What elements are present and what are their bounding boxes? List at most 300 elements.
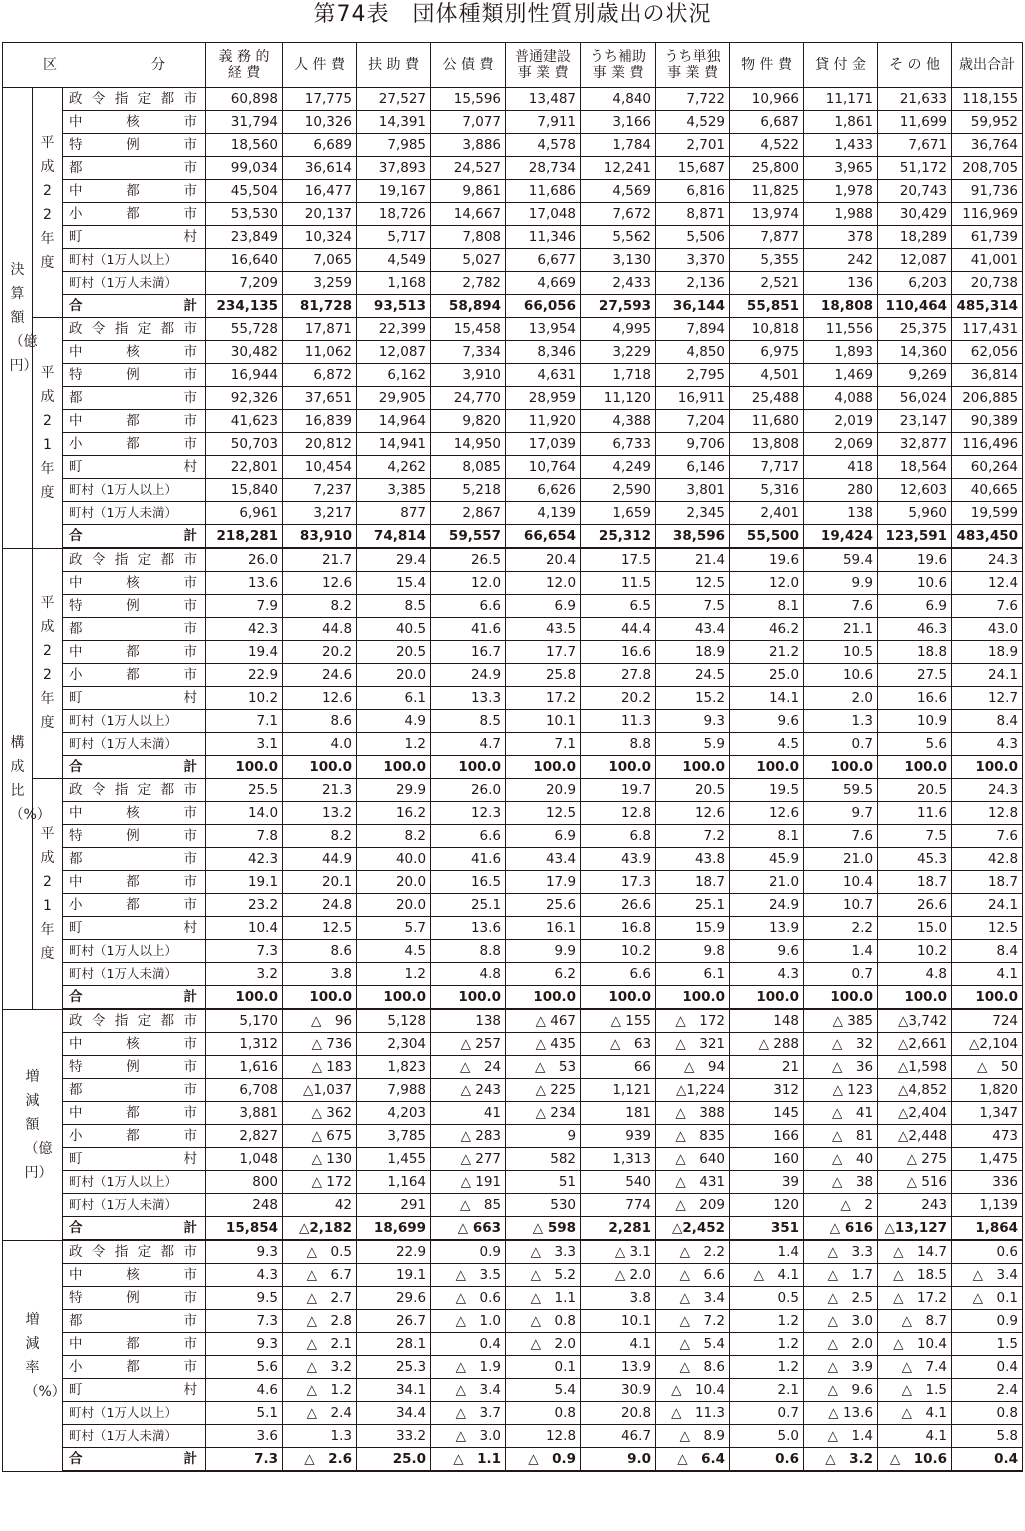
cell-value: △ 1.1 — [506, 1287, 581, 1310]
cell-value: 15.9 — [656, 917, 730, 940]
cell-value: 29.4 — [357, 548, 431, 572]
cell-value: 6,872 — [283, 364, 357, 387]
table-row — [3, 387, 1023, 410]
cell-value: 4,840 — [581, 88, 656, 111]
row-label: 町村（1万人未満） — [63, 502, 206, 525]
cell-value: 10,326 — [283, 111, 357, 134]
row-label: 町村（1万人以上） — [63, 479, 206, 502]
cell-value: 34.4 — [357, 1402, 431, 1425]
cell-value: 42 — [283, 1194, 357, 1217]
cell-value: 7.8 — [206, 825, 283, 848]
section-label: 増減率（%） — [3, 1240, 63, 1471]
cell-value: 43.4 — [656, 618, 730, 641]
cell-value: 11,686 — [506, 180, 581, 203]
cell-value: 418 — [804, 456, 878, 479]
row-label: 中 都 市 — [63, 641, 206, 664]
cell-value: 17,039 — [506, 433, 581, 456]
cell-value: 100.0 — [283, 986, 357, 1010]
cell-value: 110,464 — [878, 295, 952, 318]
cell-value: 17,871 — [283, 318, 357, 341]
table-row — [3, 134, 1023, 157]
cell-value: 4.3 — [730, 963, 804, 986]
cell-value: 15,854 — [206, 1217, 283, 1241]
cell-value: 17,048 — [506, 203, 581, 226]
cell-value: 41 — [431, 1102, 506, 1125]
cell-value: 91,736 — [952, 180, 1023, 203]
cell-value: 23,147 — [878, 410, 952, 433]
cell-value: 18.9 — [952, 641, 1023, 664]
cell-value: 14,950 — [431, 433, 506, 456]
table-row — [3, 249, 1023, 272]
row-label: 合 計 — [63, 525, 206, 549]
cell-value: 15.0 — [878, 917, 952, 940]
cell-value: △ 10.6 — [878, 1448, 952, 1472]
cell-value: 724 — [952, 1009, 1023, 1033]
cell-value: 1,168 — [357, 272, 431, 295]
cell-value: △ 11.3 — [656, 1402, 730, 1425]
cell-value: 4.3 — [952, 733, 1023, 756]
cell-value: 5.6 — [878, 733, 952, 756]
cell-value: 8.8 — [581, 733, 656, 756]
cell-value: △ 2.8 — [283, 1310, 357, 1333]
cell-value: 2,345 — [656, 502, 730, 525]
cell-value: △ 275 — [878, 1148, 952, 1171]
cell-value: 138 — [804, 502, 878, 525]
total-row — [3, 986, 1023, 1010]
cell-value: 11,062 — [283, 341, 357, 364]
row-label: 都 市 — [63, 387, 206, 410]
cell-value: 10.2 — [581, 940, 656, 963]
cell-value: 15,458 — [431, 318, 506, 341]
cell-value: 11,556 — [804, 318, 878, 341]
cell-value: 160 — [730, 1148, 804, 1171]
cell-value: 26.6 — [878, 894, 952, 917]
cell-value: 116,496 — [952, 433, 1023, 456]
cell-value: 20.2 — [581, 687, 656, 710]
cell-value: △ 191 — [431, 1171, 506, 1194]
table-row — [3, 595, 1023, 618]
cell-value: 24.3 — [952, 779, 1023, 802]
cell-value: 20,137 — [283, 203, 357, 226]
cell-value: 3.2 — [206, 963, 283, 986]
row-label: 小 都 市 — [63, 1356, 206, 1379]
cell-value: 17,775 — [283, 88, 357, 111]
cell-value: 24.9 — [730, 894, 804, 917]
cell-value: 336 — [952, 1171, 1023, 1194]
cell-value: 939 — [581, 1125, 656, 1148]
cell-value: 20,812 — [283, 433, 357, 456]
cell-value: 8.2 — [283, 825, 357, 848]
cell-value: 28.1 — [357, 1333, 431, 1356]
cell-value: 18,808 — [804, 295, 878, 318]
cell-value: 26.0 — [431, 779, 506, 802]
cell-value: △ 3.4 — [952, 1264, 1023, 1287]
cell-value: 16,944 — [206, 364, 283, 387]
total-row — [3, 525, 1023, 549]
cell-value: 66,654 — [506, 525, 581, 549]
cell-value: 10.5 — [804, 641, 878, 664]
cell-value: 12.5 — [506, 802, 581, 825]
cell-value: 36,814 — [952, 364, 1023, 387]
cell-value: 25.8 — [506, 664, 581, 687]
cell-value: 42.3 — [206, 848, 283, 871]
cell-value: 18.8 — [878, 641, 952, 664]
header-col: うち単独 事 業 費 — [656, 43, 730, 88]
cell-value: 0.7 — [730, 1402, 804, 1425]
cell-value: 20.5 — [357, 641, 431, 664]
cell-value: 100.0 — [431, 986, 506, 1010]
cell-value: △3,742 — [878, 1009, 952, 1033]
cell-value: 1.4 — [730, 1240, 804, 1264]
cell-value: 27.5 — [878, 664, 952, 687]
cell-value: 4,631 — [506, 364, 581, 387]
cell-value: 14,941 — [357, 433, 431, 456]
row-label: 町村（1万人未満） — [63, 963, 206, 986]
cell-value: △2,661 — [878, 1033, 952, 1056]
table-row — [3, 272, 1023, 295]
cell-value: 18,564 — [878, 456, 952, 479]
cell-value: 5.4 — [506, 1379, 581, 1402]
cell-value: 13,974 — [730, 203, 804, 226]
cell-value: 120 — [730, 1194, 804, 1217]
cell-value: 100.0 — [804, 986, 878, 1010]
cell-value: 14.1 — [730, 687, 804, 710]
row-label: 特 例 市 — [63, 1056, 206, 1079]
row-label: 町 村 — [63, 917, 206, 940]
cell-value: △ 234 — [506, 1102, 581, 1125]
cell-value: △1,037 — [283, 1079, 357, 1102]
cell-value: 22.9 — [206, 664, 283, 687]
cell-value: △2,404 — [878, 1102, 952, 1125]
cell-value: 53,530 — [206, 203, 283, 226]
cell-value: 19.1 — [206, 871, 283, 894]
cell-value: 24,770 — [431, 387, 506, 410]
cell-value: 18,560 — [206, 134, 283, 157]
cell-value: △ 17.2 — [878, 1287, 952, 1310]
cell-value: 4.9 — [357, 710, 431, 733]
cell-value: 3,259 — [283, 272, 357, 295]
cell-value: 2,304 — [357, 1033, 431, 1056]
total-row — [3, 1448, 1023, 1472]
cell-value: 7.9 — [206, 595, 283, 618]
cell-value: 11,825 — [730, 180, 804, 203]
cell-value: 18.7 — [656, 871, 730, 894]
cell-value: △ 1.7 — [804, 1264, 878, 1287]
cell-value: 37,651 — [283, 387, 357, 410]
cell-value: 20.5 — [878, 779, 952, 802]
cell-value: 40,665 — [952, 479, 1023, 502]
cell-value: 10.6 — [804, 664, 878, 687]
cell-value: 11,171 — [804, 88, 878, 111]
cell-value: 218,281 — [206, 525, 283, 549]
header-row — [3, 43, 1023, 88]
table-row — [3, 1125, 1023, 1148]
row-label: 政 令 指 定 都 市 — [63, 1009, 206, 1033]
cell-value: △ 388 — [656, 1102, 730, 1125]
row-label: 政 令 指 定 都 市 — [63, 318, 206, 341]
cell-value: 25.6 — [506, 894, 581, 917]
cell-value: 26.7 — [357, 1310, 431, 1333]
cell-value: 43.9 — [581, 848, 656, 871]
row-label: 町村（1万人未満） — [63, 733, 206, 756]
cell-value: 7,877 — [730, 226, 804, 249]
cell-value: 8,085 — [431, 456, 506, 479]
cell-value: 1,616 — [206, 1056, 283, 1079]
cell-value: △2,448 — [878, 1125, 952, 1148]
cell-value: 25.1 — [431, 894, 506, 917]
row-label: 特 例 市 — [63, 825, 206, 848]
cell-value: 12.0 — [506, 572, 581, 595]
cell-value: 43.0 — [952, 618, 1023, 641]
row-label: 中 核 市 — [63, 1264, 206, 1287]
section-label: 増減額（億円） — [3, 1009, 63, 1240]
row-label: 小 都 市 — [63, 433, 206, 456]
cell-value: 4,522 — [730, 134, 804, 157]
cell-value: △ 3.7 — [431, 1402, 506, 1425]
cell-value: 4.1 — [581, 1333, 656, 1356]
row-label: 合 計 — [63, 1217, 206, 1241]
cell-value: 11,120 — [581, 387, 656, 410]
cell-value: 25.1 — [656, 894, 730, 917]
header-col: 普通建設 事 業 費 — [506, 43, 581, 88]
cell-value: 12.0 — [431, 572, 506, 595]
cell-value: 41,001 — [952, 249, 1023, 272]
cell-value: △ 40 — [804, 1148, 878, 1171]
cell-value: 14,667 — [431, 203, 506, 226]
cell-value: 1.2 — [730, 1333, 804, 1356]
cell-value: 99,034 — [206, 157, 283, 180]
cell-value: 21.3 — [283, 779, 357, 802]
cell-value: △ 6.4 — [656, 1448, 730, 1472]
cell-value: 800 — [206, 1171, 283, 1194]
cell-value: 8.4 — [952, 940, 1023, 963]
table-row — [3, 917, 1023, 940]
cell-value: 100.0 — [206, 756, 283, 779]
cell-value: 10.4 — [804, 871, 878, 894]
table-row — [3, 1009, 1023, 1033]
cell-value: 74,814 — [357, 525, 431, 549]
cell-value: 15,687 — [656, 157, 730, 180]
cell-value: 3,910 — [431, 364, 506, 387]
cell-value: 540 — [581, 1171, 656, 1194]
cell-value: 8.2 — [357, 825, 431, 848]
cell-value: 51 — [506, 1171, 581, 1194]
cell-value: 25.0 — [730, 664, 804, 687]
cell-value: 12.0 — [730, 572, 804, 595]
cell-value: 7.5 — [656, 595, 730, 618]
cell-value: △ 2.0 — [581, 1264, 656, 1287]
cell-value: 20.0 — [357, 894, 431, 917]
table-row — [3, 226, 1023, 249]
cell-value: 7.5 — [878, 825, 952, 848]
table-row — [3, 1171, 1023, 1194]
cell-value: △ 6.6 — [656, 1264, 730, 1287]
cell-value: 1,978 — [804, 180, 878, 203]
table-row — [3, 963, 1023, 986]
cell-value: 12,087 — [357, 341, 431, 364]
cell-value: 16.6 — [878, 687, 952, 710]
cell-value: 15.4 — [357, 572, 431, 595]
cell-value: 22.9 — [357, 1240, 431, 1264]
table-row — [3, 1264, 1023, 1287]
cell-value: 7,985 — [357, 134, 431, 157]
cell-value: △ 736 — [283, 1033, 357, 1056]
cell-value: 4.8 — [431, 963, 506, 986]
cell-value: 13,954 — [506, 318, 581, 341]
cell-value: 16.5 — [431, 871, 506, 894]
cell-value: 3.8 — [283, 963, 357, 986]
cell-value: 11,346 — [506, 226, 581, 249]
cell-value: 19.6 — [878, 548, 952, 572]
cell-value: 60,264 — [952, 456, 1023, 479]
cell-value: 55,728 — [206, 318, 283, 341]
cell-value: 16,477 — [283, 180, 357, 203]
cell-value: △ 0.9 — [506, 1448, 581, 1472]
cell-value: 9,861 — [431, 180, 506, 203]
cell-value: 181 — [581, 1102, 656, 1125]
cell-value: 21.0 — [804, 848, 878, 871]
cell-value: 16.7 — [431, 641, 506, 664]
cell-value: 0.1 — [506, 1356, 581, 1379]
cell-value: △ 2.0 — [506, 1333, 581, 1356]
cell-value: 14,391 — [357, 111, 431, 134]
cell-value: △ 3.9 — [804, 1356, 878, 1379]
cell-value: 20.8 — [581, 1402, 656, 1425]
cell-value: △ 385 — [804, 1009, 878, 1033]
cell-value: 7.2 — [656, 825, 730, 848]
cell-value: 14,360 — [878, 341, 952, 364]
cell-value: △ 13.6 — [804, 1402, 878, 1425]
cell-value: 43.4 — [506, 848, 581, 871]
cell-value: 1,823 — [357, 1056, 431, 1079]
cell-value: 6.8 — [581, 825, 656, 848]
cell-value: 7,671 — [878, 134, 952, 157]
cell-value: 2,827 — [206, 1125, 283, 1148]
cell-value: 2,136 — [656, 272, 730, 295]
cell-value: 10.2 — [206, 687, 283, 710]
cell-value: 4.1 — [952, 963, 1023, 986]
cell-value: 7.6 — [952, 595, 1023, 618]
cell-value: 40.0 — [357, 848, 431, 871]
table-row — [3, 894, 1023, 917]
cell-value: △ 96 — [283, 1009, 357, 1033]
cell-value: 2.0 — [804, 687, 878, 710]
cell-value: 1,784 — [581, 134, 656, 157]
cell-value: 18.7 — [878, 871, 952, 894]
cell-value: 4,549 — [357, 249, 431, 272]
cell-value: 7,911 — [506, 111, 581, 134]
header-col: 義 務 的 経 費 — [206, 43, 283, 88]
cell-value: 20.2 — [283, 641, 357, 664]
cell-value: △ 0.6 — [431, 1287, 506, 1310]
cell-value: 10,324 — [283, 226, 357, 249]
cell-value: 1.4 — [804, 940, 878, 963]
cell-value: 12.6 — [283, 572, 357, 595]
cell-value: 1,820 — [952, 1079, 1023, 1102]
cell-value: 378 — [804, 226, 878, 249]
cell-value: 18,289 — [878, 226, 952, 249]
cell-value: △ 14.7 — [878, 1240, 952, 1264]
cell-value: △ 8.6 — [656, 1356, 730, 1379]
cell-value: 3,166 — [581, 111, 656, 134]
row-label: 都 市 — [63, 1310, 206, 1333]
row-label: 政 令 指 定 都 市 — [63, 548, 206, 572]
cell-value: 6.5 — [581, 595, 656, 618]
cell-value: 10,764 — [506, 456, 581, 479]
cell-value: 7,209 — [206, 272, 283, 295]
cell-value: 7.1 — [506, 733, 581, 756]
cell-value: 6.6 — [431, 825, 506, 848]
cell-value: 7.3 — [206, 1448, 283, 1472]
cell-value: △ 435 — [506, 1033, 581, 1056]
cell-value: 530 — [506, 1194, 581, 1217]
cell-value: 10.2 — [878, 940, 952, 963]
cell-value: 21.4 — [656, 548, 730, 572]
cell-value: △ 3.1 — [581, 1240, 656, 1264]
cell-value: 18.9 — [656, 641, 730, 664]
cell-value: △2,182 — [283, 1217, 357, 1241]
cell-value: 27,593 — [581, 295, 656, 318]
cell-value: 2,590 — [581, 479, 656, 502]
cell-value: △ 130 — [283, 1148, 357, 1171]
cell-value: △ 516 — [878, 1171, 952, 1194]
cell-value: 774 — [581, 1194, 656, 1217]
cell-value: 0.5 — [730, 1287, 804, 1310]
row-label: 中 核 市 — [63, 572, 206, 595]
cell-value: 13.3 — [431, 687, 506, 710]
cell-value: 66,056 — [506, 295, 581, 318]
cell-value: 13.2 — [283, 802, 357, 825]
row-label: 都 市 — [63, 848, 206, 871]
cell-value: 12,241 — [581, 157, 656, 180]
cell-value: △ 38 — [804, 1171, 878, 1194]
cell-value: 2,782 — [431, 272, 506, 295]
cell-value: 8.2 — [283, 595, 357, 618]
cell-value: 312 — [730, 1079, 804, 1102]
cell-value: 473 — [952, 1125, 1023, 1148]
cell-value: 9.9 — [506, 940, 581, 963]
cell-value: 9,706 — [656, 433, 730, 456]
row-label: 合 計 — [63, 295, 206, 318]
cell-value: 1,164 — [357, 1171, 431, 1194]
cell-value: △ 640 — [656, 1148, 730, 1171]
cell-value: 55,851 — [730, 295, 804, 318]
cell-value: 2.2 — [804, 917, 878, 940]
cell-value: 30,429 — [878, 203, 952, 226]
row-label: 町 村 — [63, 456, 206, 479]
cell-value: △ 1.0 — [431, 1310, 506, 1333]
cell-value: 24,527 — [431, 157, 506, 180]
cell-value: 6,689 — [283, 134, 357, 157]
cell-value: 3,229 — [581, 341, 656, 364]
cell-value: 12.5 — [283, 917, 357, 940]
cell-value: △ 8.7 — [878, 1310, 952, 1333]
cell-value: 11.5 — [581, 572, 656, 595]
cell-value: 100.0 — [581, 986, 656, 1010]
cell-value: 25.3 — [357, 1356, 431, 1379]
cell-value: 4,262 — [357, 456, 431, 479]
table-row — [3, 364, 1023, 387]
cell-value: 25.5 — [206, 779, 283, 802]
cell-value: 12.6 — [656, 802, 730, 825]
cell-value: 4,578 — [506, 134, 581, 157]
cell-value: 100.0 — [357, 986, 431, 1010]
cell-value: △ 123 — [804, 1079, 878, 1102]
cell-value: 2,019 — [804, 410, 878, 433]
cell-value: 11.3 — [581, 710, 656, 733]
cell-value: 12,087 — [878, 249, 952, 272]
cell-value: △ 155 — [581, 1009, 656, 1033]
